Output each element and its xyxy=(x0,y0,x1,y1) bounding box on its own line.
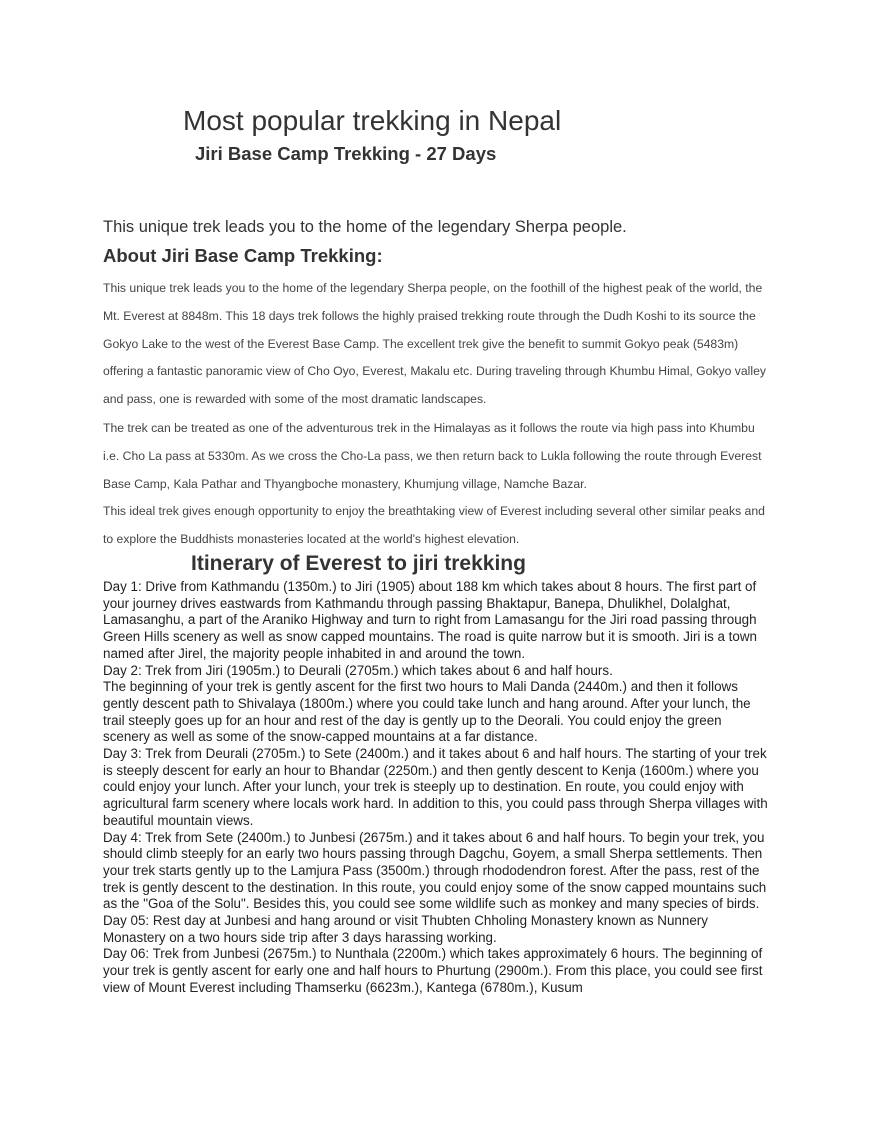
itinerary-day: Day 05: Rest day at Junbesi and hang around or visit Thubten Chholing Monastery known as Nunnery Monastery on a two hours side trip after 3 days harassing working. xyxy=(103,913,708,945)
about-paragraph: This ideal trek gives enough opportunity to enjoy the breathtaking view of Everest including several other similar peaks and to explore the Buddhists monasteries located at the world's highest elevation. xyxy=(103,504,765,546)
itinerary-day: Day 2: Trek from Jiri (1905m.) to Deurali (2705m.) which takes about 6 and half hours. xyxy=(103,662,613,678)
itinerary-day: The beginning of your trek is gently ascent for the first two hours to Mali Danda (2440m.) and then it follows gently descent path to Shivalaya (1800m.) where you could take lunch and hang around. After your lunch, the trail steeply goes up for an hour and rest of the day is gently up to the Deorali. You could enjoy the green scenery as well as some of the snow-capped mountains at a far distance. xyxy=(103,679,751,745)
about-paragraph: The trek can be treated as one of the adventurous trek in the Himalayas as it follows the route via high pass into Khumbu i.e. Cho La pass at 5330m. As we cross the Cho-La pass, we then return back to Lukla following the route through Everest Base Camp, Kala Pathar and Thyangboche monastery, Khumjung village, Namche Bazar. xyxy=(103,421,762,491)
about-heading: About Jiri Base Camp Trekking: xyxy=(103,245,383,266)
itinerary-day: Day 3: Trek from Deurali (2705m.) to Sete (2400m.) and it takes about 6 and half hours. The starting of your trek is steeply descent for early an hour to Bhandar (2250m.) and then gently descent to Kenja (1600m.) where you could enjoy your lunch. After your lunch, your trek is steeply up to destination. En route, you could enjoy with agricultural farm scenery where locals work hard. In addition to this, you could pass through Sherpa villages with beautiful mountain views. xyxy=(103,746,768,828)
itinerary-list xyxy=(103,579,771,997)
about-paragraph: This unique trek leads you to the home of the legendary Sherpa people, on the foothill of the highest peak of the world, the Mt. Everest at 8848m. This 18 days trek follows the highly praised trekking route through the Dudh Koshi to its source the Gokyo Lake to the west of the Everest Base Camp. The excellent trek give the benefit to summit Gokyo peak (5483m) offering a fantastic panoramic view of Cho Oyo, Everest, Makalu etc. During traveling through Khumbu Himal, Gokyo valley and pass, one is rewarded with some of the most dramatic landscapes. xyxy=(103,281,766,407)
itinerary-day: Day 4: Trek from Sete (2400m.) to Junbesi (2675m.) and it takes about 6 and half hours. To begin your trek, you should climb steeply for an early two hours passing through Dagchu, Goyem, a small Sherpa settlements. Then your trek starts gently up to the Lamjura Pass (3500m.) through rhododendron forest. After the pass, rest of the trek is gently descent to the destination. In this route, you could enjoy some of the snow capped mountains such as the "Goa of the Solu". Besides this, you could see some wildlife such as monkey and many species of birds. xyxy=(103,829,767,912)
tagline: This unique trek leads you to the home of the legendary Sherpa people. xyxy=(103,218,627,236)
itinerary-heading: Itinerary of Everest to jiri trekking xyxy=(191,552,526,575)
itinerary-day: Day 1: Drive from Kathmandu (1350m.) to Jiri (1905) about 188 km which takes about 8 hours. The first part of your journey drives eastwards from Kathmandu through passing Bhaktapur, Banepa, Dhulikhel, Dolalghat, Lamasanghu, a part of the Araniko Highway and turn to right from Lamasangu for the Jiri road passing through Green Hills scenery as well as snow capped mountains. The road is quite narrow but it is smooth. Jiri is a town named after Jirel, the majority people inhabited in and around the town. xyxy=(103,579,757,661)
page-subtitle: Jiri Base Camp Trekking - 27 Days xyxy=(195,143,497,164)
page-title: Most popular trekking in Nepal xyxy=(183,105,562,136)
itinerary-day: Day 06: Trek from Junbesi (2675m.) to Nunthala (2200m.) which takes approximately 6 hours. The beginning of your trek is gently ascent for early one and half hours to Phurtung (2900m.). From this place, you could see first view of Mount Everest including Thamserku (6623m.), Kantega (6780m.), Kusum xyxy=(103,946,763,995)
